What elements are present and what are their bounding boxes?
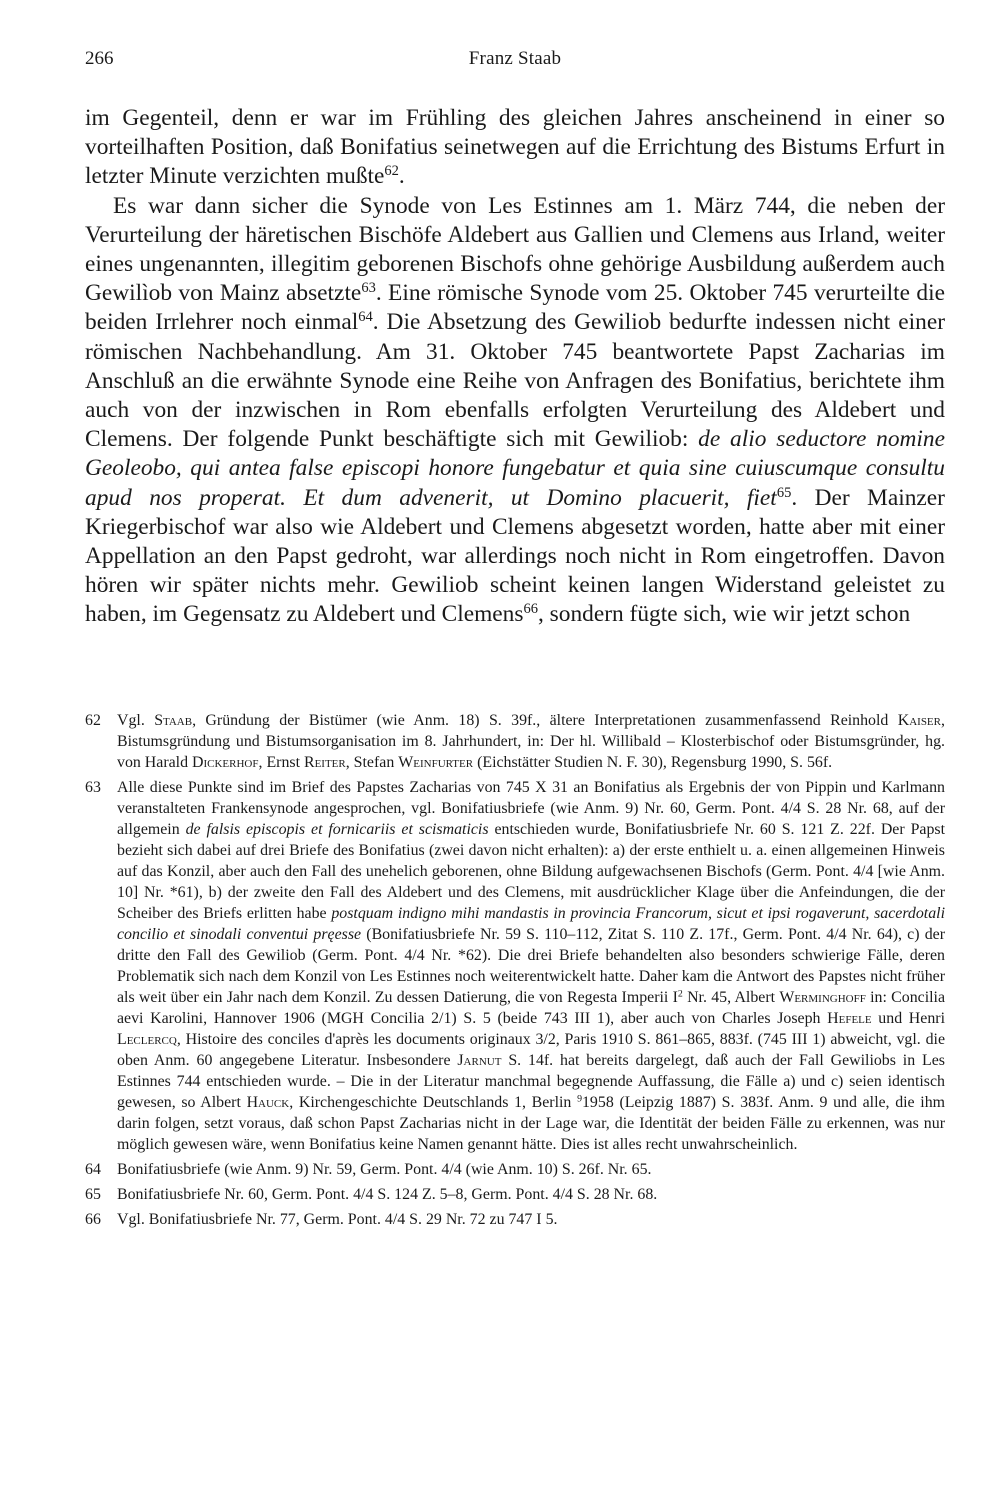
author-name: Werminghoff: [779, 989, 866, 1006]
page-number: 266: [85, 48, 114, 69]
footnote-text: 1958 (Leipzig 1887) S. 383f. Anm. 9 und alle, die ihm darin folgen, setzt voraus, daß schon Papst Zacharias nicht in der Lage war, die Identität der beiden Fälle zu erkennen, was nur möglich gewesen wäre, wenn Bonifatius keine Namen genannt hätte. Dies ist alles recht unwahrscheinlich.: [117, 1094, 946, 1153]
author-name: Kaiser: [897, 712, 941, 729]
author-name: Hauck: [246, 1094, 290, 1111]
footnote-64: [85, 1159, 945, 1180]
author-name: Leclercq: [117, 1031, 177, 1048]
latin-quote: de alio seductore nomine Geoleobo, qui antea false episcopi honore fungebatur et quia sine cuiuscumque consultu apud nos properat. Et dum advenerit, ut Domino placuerit, fiet: [85, 426, 945, 511]
paragraph-2-text-a: Es war dann sicher die Synode von Les Estinnes am 1. März 744, die neben der Verurteilung der häretischen Bischöfe Aldebert aus Gallien und Clemens aus Irland, weiter eines ungenannten, illegitim geborenen Bischofs ohne gehörige Ausbildung außerdem auch Gewilìob von Mainz absetzte: [85, 192, 945, 307]
page-header: [85, 48, 945, 78]
footnote-66: [85, 1209, 945, 1230]
latin-quote: postquam indigno mihi mandastis in provincia Francorum, sicut et ipsi rogaverunt, sacerdotali concilio et sinodali conventui pręesse: [117, 905, 945, 943]
author-name: Reiter: [303, 754, 346, 771]
footnote-62: [85, 710, 945, 773]
footnote-text: Alle diese Punkte sind im Brief des Papstes Zacharias von 745 X 31 an Bonifatius als Ergebnis der von Pippin und Karlmann veranstalteten Frankensynode angesprochen, vgl. Bonifatiusbriefe (wie Anm. 9) Nr. 60, Germ. Pont. 4/4 S. 28 Nr. 68, auf der allgemein: [117, 779, 945, 838]
footnote-ref-65: 65: [776, 484, 792, 501]
footnote-text: , Bistumsgründung und Bistumsorganisation im 8. Jahrhundert, in: Der hl. Willibald – Klosterbischof oder Bistumsgründer, hg. von Harald: [117, 712, 945, 771]
footnote-ref-64: 64: [358, 309, 373, 326]
footnote-text: Vgl.: [117, 712, 155, 729]
paragraph-2: [85, 192, 945, 630]
paragraph-2-text-e: , sondern fügte sich, wie wir jetzt schon: [537, 601, 911, 628]
footnote-number: 65: [85, 1186, 101, 1203]
main-text: [85, 104, 945, 630]
superscript: 2: [677, 988, 683, 1000]
paragraph-2-text-b: . Eine römische Synode vom 25. Oktober 745 verurteilte die beiden Irrlehrer noch einmal: [85, 280, 945, 336]
footnote-text: , Kirchengeschichte Deutschlands 1, Berlin: [289, 1094, 578, 1111]
footnote-text: , Gründung der Bistümer (wie Anm. 18) S. 39f., ältere Interpretationen zusammenfassend Reinhold: [192, 712, 898, 729]
footnote-text: Vgl. Bonifatiusbriefe Nr. 77, Germ. Pont. 4/4 S. 29 Nr. 72 zu 747 I 5.: [117, 1211, 558, 1228]
author-name: Jarnut: [457, 1052, 502, 1069]
footnote-number: 62: [85, 712, 101, 729]
paragraph-2-text-d: . Der Mainzer Kriegerbischof war also wie Aldebert und Clemens abgesetzt worden, hatte aber mit einer Appellation an den Papst gedroht, war allerdings noch nicht in Rom eingetroffen. Davon hören wir später nichts mehr. Gewiliob scheint keinen langen Widerstand geleistet zu haben, im Gegensatz zu Aldebert und Clemens: [85, 484, 945, 628]
footnote-number: 66: [85, 1211, 101, 1228]
superscript: 9: [577, 1093, 582, 1105]
paragraph-1: [85, 104, 945, 192]
paragraph-1-text: im Gegenteil, denn er war im Frühling des gleichen Jahres anscheinend in einer so vorteilhaften Position, daß Bonifatius seinetwegen auf die Errichtung des Bistums Erfurt in letzter Minute verzichten mußte: [85, 105, 945, 190]
footnote-ref-63: 63: [361, 280, 376, 297]
footnote-text: Bonifatiusbriefe (wie Anm. 9) Nr. 59, Germ. Pont. 4/4 (wie Anm. 10) S. 26f. Nr. 65.: [117, 1161, 652, 1178]
footnote-text: Nr. 45, Albert: [682, 989, 780, 1006]
paragraph-2-text-c: . Die Absetzung des Gewiliob bedurfte indessen nicht einer römischen Nachbehandlung. Am 31. Oktober 745 beantwortete Papst Zacharias im Anschluß an die erwähnte Synode eine Reihe von Anfragen des Bonifatius, berichtete ihm auch von der inzwischen in Rom ebenfalls erfolgten Verurteilung des Aldebert und Clemens. Der folgende Punkt beschäftigte sich mit Gewiliob:: [85, 309, 945, 453]
footnote-text: , Stefan: [345, 754, 399, 771]
paragraph-1-end: .: [398, 163, 405, 190]
author-name: Dickerhof: [192, 754, 259, 771]
author-name: Weinfurter: [398, 754, 474, 771]
footnote-65: [85, 1184, 945, 1205]
footnote-ref-66: 66: [523, 601, 538, 618]
footnote-text: entschieden wurde, Bonifatiusbriefe Nr. 60 S. 121 Z. 22f. Der Papst bezieht sich dabei auf drei Briefe des Bonifatius (zwei davon nicht erhalten): a) der erste enthielt u. a. einen allgemeinen Hinweis auf das Konzil, aber auch den Fall des unehelich geborenen, ohne Bildung aufgewachsenen Bischofs (Germ. Pont. 4/4 [wie Anm. 10] Nr. *61), b) der zweite den Fall des Aldebert und des Clemens, mit ausdrücklicher Klage über die Anfeindungen, die der Scheiber des Briefs erlitten habe: [117, 821, 946, 922]
footnotes: [85, 710, 945, 1234]
footnote-text: und Henri: [871, 1010, 945, 1027]
footnote-text: (Bonifatiusbriefe Nr. 59 S. 110–112, Zitat S. 110 Z. 17f., Germ. Pont. 4/4 Nr. 64), c) der dritte den Fall des Gewiliob (Germ. Pont. 4/4 Nr. *62). Die drei Briefe behandelten also besonders schwierige Fälle, deren Problematik sich nach dem Konzil von Les Estinnes noch weiterentwickelt hatte. Daher kam die Antwort des Papstes nicht früher als weit über ein Jahr nach dem Konzil. Zu dessen Datierung, die von Regesta Imperii I: [117, 926, 946, 1006]
author-name: Staab: [154, 712, 193, 729]
footnote-63: [85, 777, 945, 1155]
footnote-text: Bonifatiusbriefe Nr. 60, Germ. Pont. 4/4 S. 124 Z. 5–8, Germ. Pont. 4/4 S. 28 Nr. 68.: [117, 1186, 658, 1203]
footnote-number: 63: [85, 779, 101, 796]
footnote-text: , Histoire des conciles d'après les documents originaux 3/2, Paris 1910 S. 861–865, 883f. (745 III 1) abweicht, vgl. die oben Anm. 60 angegebene Literatur. Insbesondere: [117, 1031, 945, 1069]
author-name: Hefele: [827, 1010, 872, 1027]
latin-quote: de falsis episcopis et fornicariis et scismaticis: [185, 821, 489, 838]
footnote-text: , Ernst: [258, 754, 304, 771]
footnote-text: (Eichstätter Studien N. F. 30), Regensburg 1990, S. 56f.: [473, 754, 833, 771]
footnote-number: 64: [85, 1161, 101, 1178]
footnote-text: S. 14f. hat bereits dargelegt, daß auch der Fall Gewiliobs in Les Estinnes 744 entschieden wurde. – Die in der Literatur manchmal begegnende Auffassung, die Fälle a) und c) seien identisch gewesen, so Albert: [117, 1052, 945, 1111]
footnote-text: in: Concilia aevi Karolini, Hannover 1906 (MGH Concilia 2/1) S. 5 (beide 743 III 1), aber auch von Charles Joseph: [117, 989, 945, 1027]
footnote-ref-62: 62: [384, 163, 399, 180]
running-head: Franz Staab: [468, 48, 562, 69]
